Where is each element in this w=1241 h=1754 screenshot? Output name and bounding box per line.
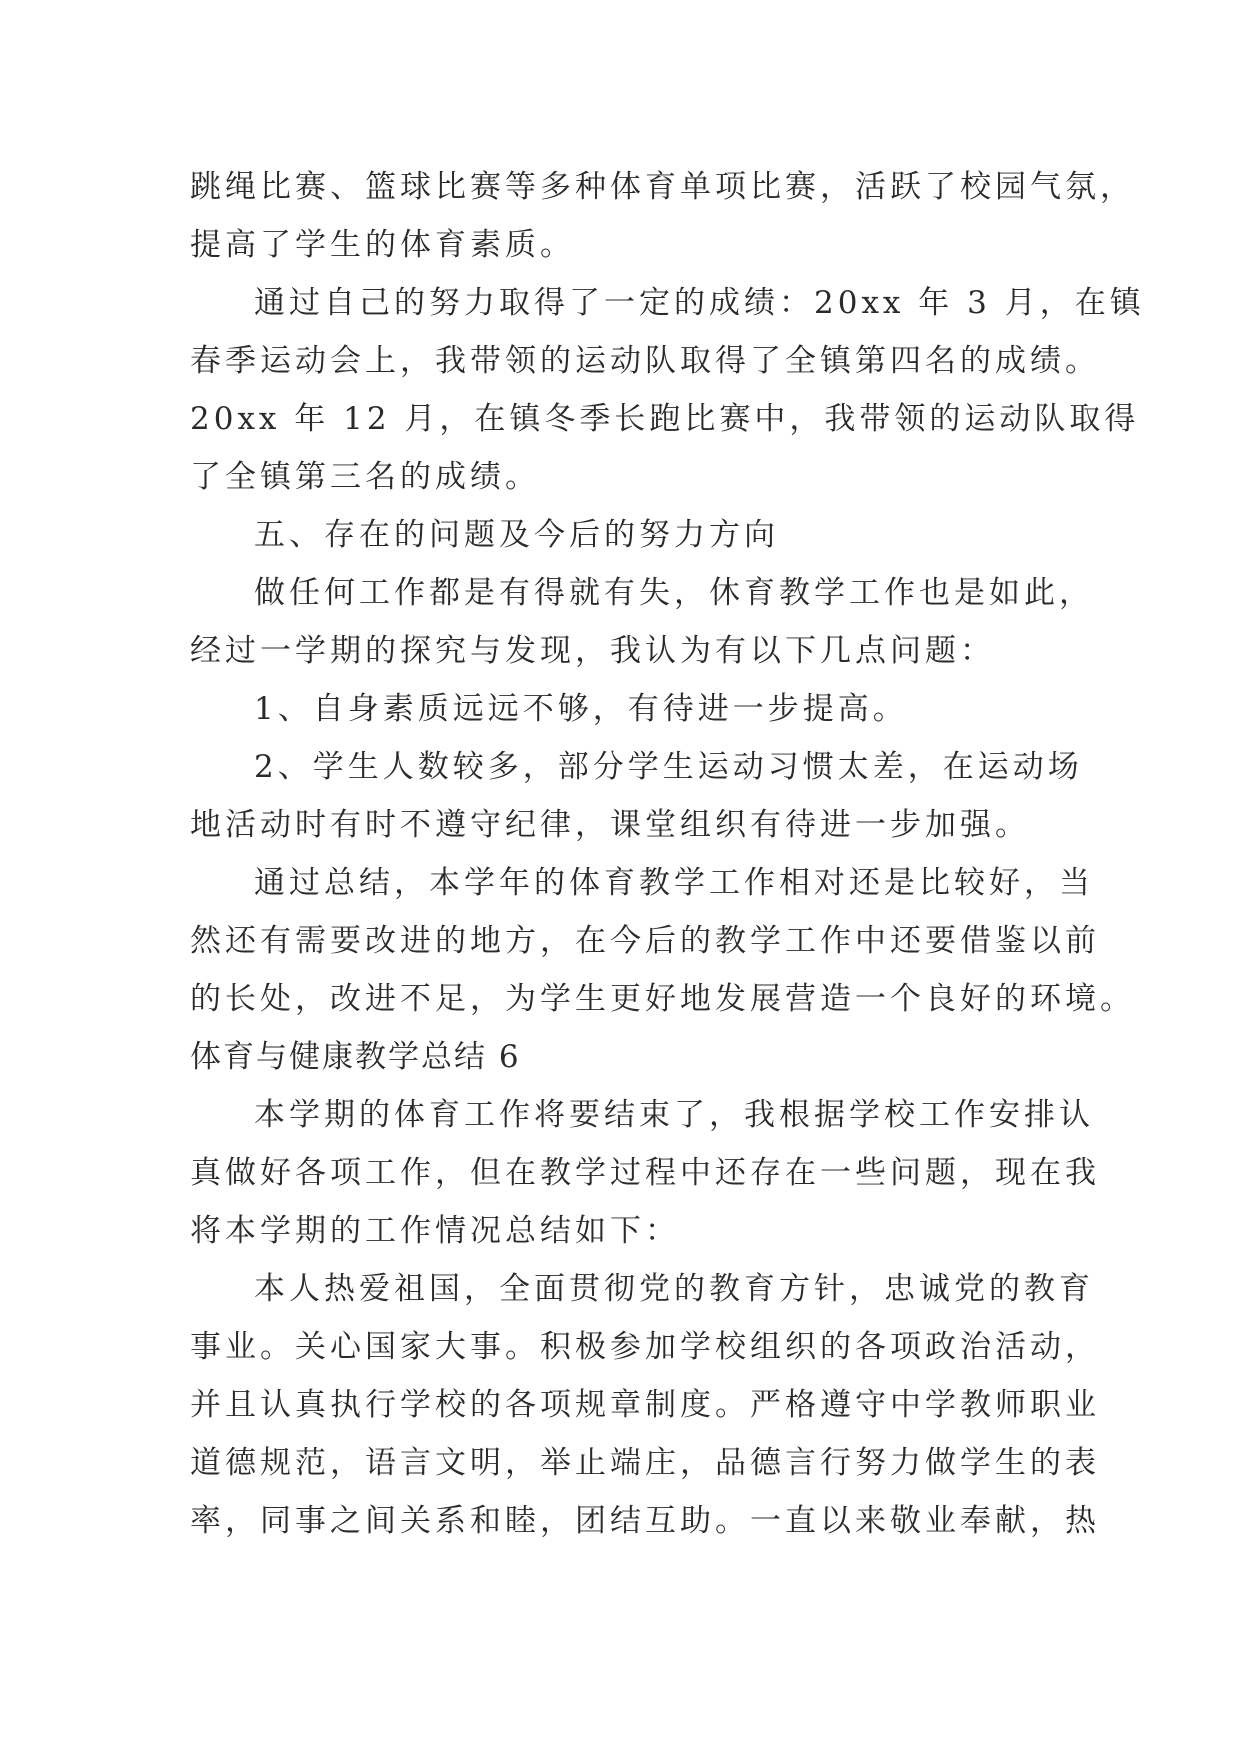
text-line: 的长处，改进不足，为学生更好地发展营造一个良好的环境。 (190, 981, 1135, 1017)
section-title: 体育与健康教学总结 6 (190, 1039, 521, 1075)
list-item: 1、自身素质远远不够，有待进一步提高。 (254, 691, 908, 727)
paragraph-first-line: 本学期的体育工作将要结束了，我根据学校工作安排认 (254, 1097, 1094, 1133)
text-line: 率，同事之间关系和睦，团结互助。一直以来敬业奉献，热 (190, 1503, 1100, 1539)
paragraph-first-line: 做任何工作都是有得就有失，休育教学工作也是如此， (254, 575, 1094, 611)
text-line: 经过一学期的探究与发现，我认为有以下几点问题： (190, 633, 995, 669)
text-line: 春季运动会上，我带领的运动队取得了全镇第四名的成绩。 (190, 343, 1100, 379)
paragraph-first-line: 通过总结，本学年的体育教学工作相对还是比较好，当 (254, 865, 1094, 901)
text-line: 真做好各项工作，但在教学过程中还存在一些问题，现在我 (190, 1155, 1100, 1191)
text-line: 并且认真执行学校的各项规章制度。严格遵守中学教师职业 (190, 1387, 1100, 1423)
text-line: 将本学期的工作情况总结如下： (190, 1213, 680, 1249)
text-line: 20xx 年 12 月，在镇冬季长跑比赛中，我带领的运动队取得 (190, 401, 1140, 437)
list-item: 2、学生人数较多，部分学生运动习惯太差，在运动场 (254, 749, 1083, 785)
text-line: 事业。关心国家大事。积极参加学校组织的各项政治活动， (190, 1329, 1100, 1365)
paragraph-first-line: 通过自己的努力取得了一定的成绩：20xx 年 3 月，在镇 (254, 285, 1145, 321)
text-line: 地活动时有时不遵守纪律，课堂组织有待进一步加强。 (190, 807, 1030, 843)
text-line: 道德规范，语言文明，举止端庄，品德言行努力做学生的表 (190, 1445, 1100, 1481)
document-body (190, 158, 1145, 1550)
text-line: 跳绳比赛、篮球比赛等多种体育单项比赛，活跃了校园气氛， (190, 169, 1135, 205)
text-line: 然还有需要改进的地方，在今后的教学工作中还要借鉴以前 (190, 923, 1100, 959)
section-heading: 五、存在的问题及今后的努力方向 (254, 517, 779, 553)
text-line: 了全镇第三名的成绩。 (190, 459, 540, 495)
text-line: 提高了学生的体育素质。 (190, 227, 575, 263)
paragraph-first-line: 本人热爱祖国，全面贯彻党的教育方针，忠诚党的教育 (254, 1271, 1094, 1307)
